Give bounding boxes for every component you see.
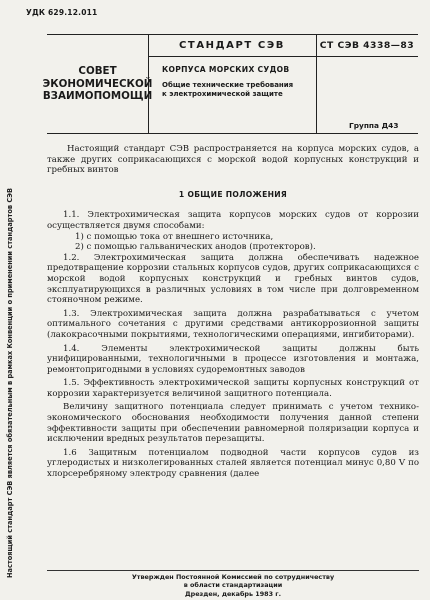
section-title: 1 ОБЩИЕ ПОЛОЖЕНИЯ (178, 189, 288, 199)
standard-label: СТАНДАРТ СЭВ (148, 35, 316, 57)
group-label: Группа Д43 (349, 121, 399, 130)
paragraph-1-6: 1.6 Защитным потенциалом подводной части корпусов судов из углеродистых и низколегированных сталей является потенциал минус 0,80 V по хлорсеребряному электроду сравнения (далее (47, 447, 419, 480)
council-cell (42, 35, 153, 133)
side-note: Настоящий стандарт СЭВ является обязательным в рамках Конвенции о применении стандартов СЭВ (6, 187, 14, 578)
standard-subtitle: Общие технические требования к электрохимической защите (162, 81, 294, 98)
paragraph-1-2: 1.2. Электрохимическая защита должна обеспечивать надежное предотвращение коррозии стальных корпусов судов, других соприкасающихся с морской водой корпусных конструкций и гребных винтов судов, эксплуатирующихся в различных условиях в том числе при долговременном стояночном режиме. (47, 252, 419, 306)
document-body (47, 138, 419, 480)
paragraph-1-1: 1.1. Электрохимическая защита корпусов морских судов от коррозии осуществляется двумя способами: (47, 210, 419, 231)
paragraph-1-5: 1.5. Эффективность электрохимической защиты корпусных конструкций от коррозии характеризуется величиной защитного потенциала. (47, 378, 419, 399)
council-name: СОВЕТ ЭКОНОМИЧЕСКОЙ ВЗАИМОПОМОЩИ (42, 65, 153, 103)
code-cell (316, 35, 418, 133)
standard-code: СТ СЭВ 4338—83 (316, 35, 418, 57)
approval-note: Утвержден Постоянной Комиссией по сотрудничеству в области стандартизации Дрезден, декабрь 1983 г. (47, 570, 419, 598)
udk-code: УДК 629.12.011 (26, 8, 98, 17)
standard-cell (148, 35, 317, 133)
list-item: 2) с помощью гальванических анодов (протекторов). (75, 242, 316, 253)
intro-paragraph: Настоящий стандарт СЭВ распространяется на корпуса морских судов, а также других соприкасающихся с морской водой корпусных конструкций и гребных винтов (47, 144, 419, 176)
header-block (42, 34, 418, 134)
paragraph-1-3: 1.3. Электрохимическая защита должна разрабатываться с учетом оптимального сочетания с другими средствами антикоррозионной защиты (лакокрасочными покрытиями, технологическими операциями, ингибиторами). (47, 308, 419, 340)
list-item: 1) с помощью тока от внешнего источника, (75, 231, 274, 242)
standard-title: КОРПУСА МОРСКИХ СУДОВ (162, 65, 290, 74)
paragraph-1-4: 1.4. Элементы электрохимической защиты должны быть унифицированными, технологичными в процессе изготовления и монтажа, ремонтопригодными в условиях судоремонтных заводов (47, 343, 419, 375)
paragraph-1-5-continued: Величину защитного потенциала следует принимать с учетом технико-экономического обоснования необходимости получения данной степени эффективности защиты при обеспечении равномерной поляризации корпуса и исключении вредных результатов перезащиты. (47, 402, 419, 445)
